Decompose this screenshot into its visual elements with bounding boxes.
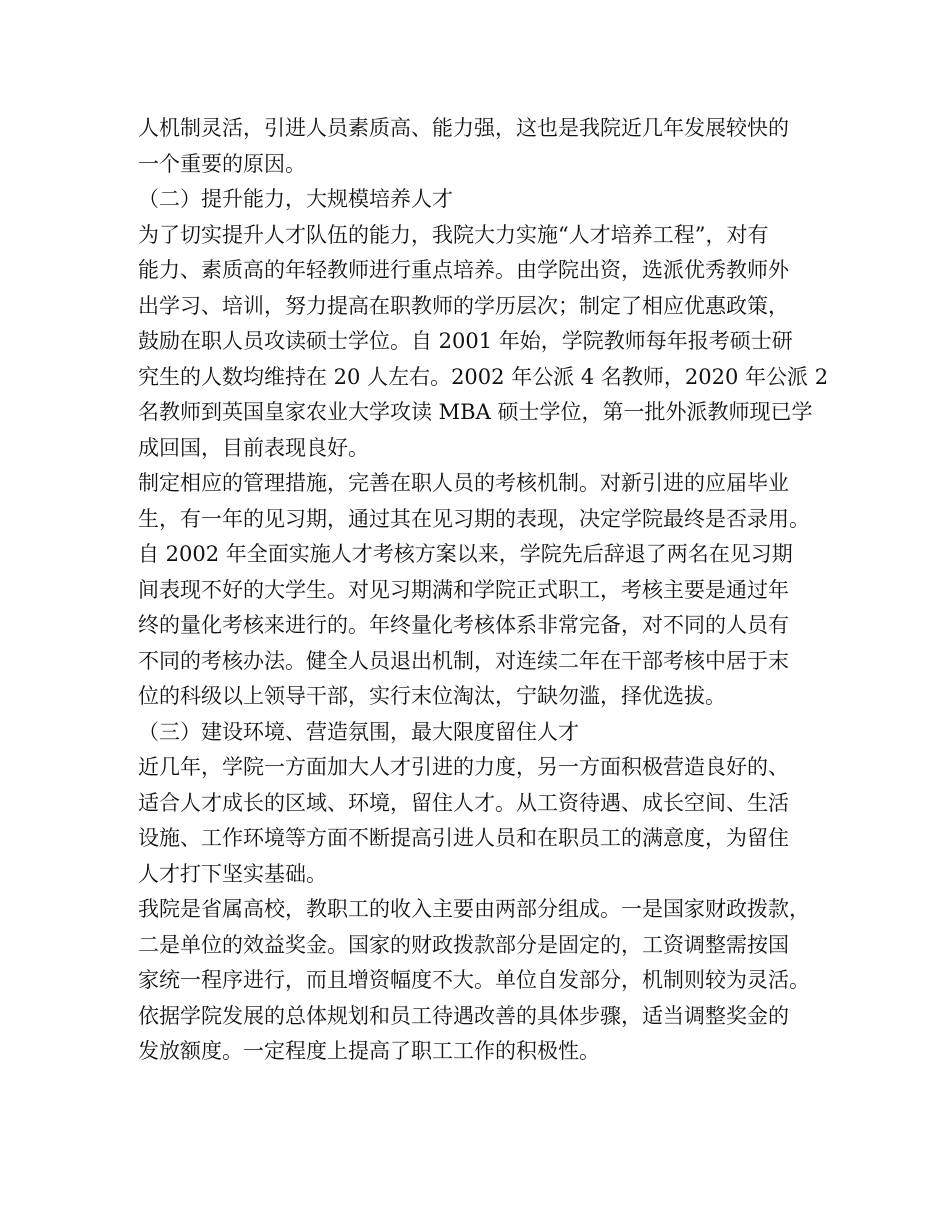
text-line: 生，有一年的见习期，通过其在见习期的表现，决定学院最终是否录用。	[138, 506, 810, 531]
text-line: 能力、素质高的年轻教师进行重点培养。由学院出资，选派优秀教师外	[138, 258, 789, 282]
text-line: 发放额度。一定程度上提高了职工工作的积极性。	[138, 1039, 600, 1063]
text-line: 人机制灵活，引进人员素质高、能力强，这也是我院近几年发展较快的	[138, 116, 789, 140]
text-line: 不同的考核办法。健全人员退出机制，对连续二年在干部考核中居于末	[138, 648, 789, 673]
text-line: 名教师到英国皇家农业大学攻读 MBA 硕士学位，第一批外派教师现已学	[138, 400, 813, 424]
paragraph	[138, 892, 828, 1070]
text-line: 制定相应的管理措施，完善在职人员的考核机制。对新引进的应届毕业	[138, 471, 789, 495]
paragraph	[138, 218, 828, 467]
text-line: 究生的人数均维持在 20 人左右。2002 年公派 4 名教师，2020 年公派 2	[138, 364, 829, 389]
text-line: 依据学院发展的总体规划和员工待遇改善的具体步骤，适当调整奖金的	[138, 1003, 789, 1028]
text-line: 终的量化考核来进行的。年终量化考核体系非常完备，对不同的人员有	[138, 613, 789, 637]
text-line: 人才打下坚实基础。	[138, 861, 327, 886]
paragraph	[138, 750, 828, 892]
paragraph	[138, 111, 828, 182]
heading-text: （二）提升能力，大规模培养人才	[138, 187, 453, 211]
document-body	[138, 111, 828, 1070]
text-line: 成回国，目前表现良好。	[138, 435, 369, 460]
paragraph	[138, 466, 828, 715]
text-line: 我院是省属高校，教职工的收入主要由两部分组成。一是国家财政拨款，	[138, 897, 810, 921]
text-line: 鼓励在职人员攻读硕士学位。自 2001 年始，学院教师每年报考硕士研	[138, 329, 793, 353]
section-heading	[138, 715, 828, 751]
text-line: 出学习、培训，努力提高在职教师的学历层次；制定了相应优惠政策，	[138, 293, 789, 318]
text-line: 适合人才成长的区域、环境，留住人才。从工资待遇、成长空间、生活	[138, 790, 789, 815]
section-heading	[138, 182, 828, 218]
text-line: 位的科级以上领导干部，实行末位淘汰，宁缺勿滥，择优选拔。	[138, 684, 726, 708]
text-line: 自 2002 年全面实施人才考核方案以来，学院先后辞退了两名在见习期	[138, 542, 793, 566]
heading-text: （三）建设环境、营造氛围，最大限度留住人才	[138, 719, 579, 744]
text-line: 近几年，学院一方面加大人才引进的力度，另一方面积极营造良好的、	[138, 755, 789, 779]
text-line: 间表现不好的大学生。对见习期满和学院正式职工，考核主要是通过年	[138, 577, 789, 602]
text-line: 为了切实提升人才队伍的能力，我院大力实施“人才培养工程”，对有	[138, 222, 769, 247]
text-line: 设施、工作环境等方面不断提高引进人员和在职员工的满意度，为留住	[138, 826, 789, 850]
text-line: 一个重要的原因。	[138, 151, 306, 176]
text-line: 二是单位的效益奖金。国家的财政拨款部分是固定的，工资调整需按国	[138, 932, 789, 957]
text-line: 家统一程序进行，而且增资幅度不大。单位自发部分，机制则较为灵活。	[138, 968, 810, 992]
